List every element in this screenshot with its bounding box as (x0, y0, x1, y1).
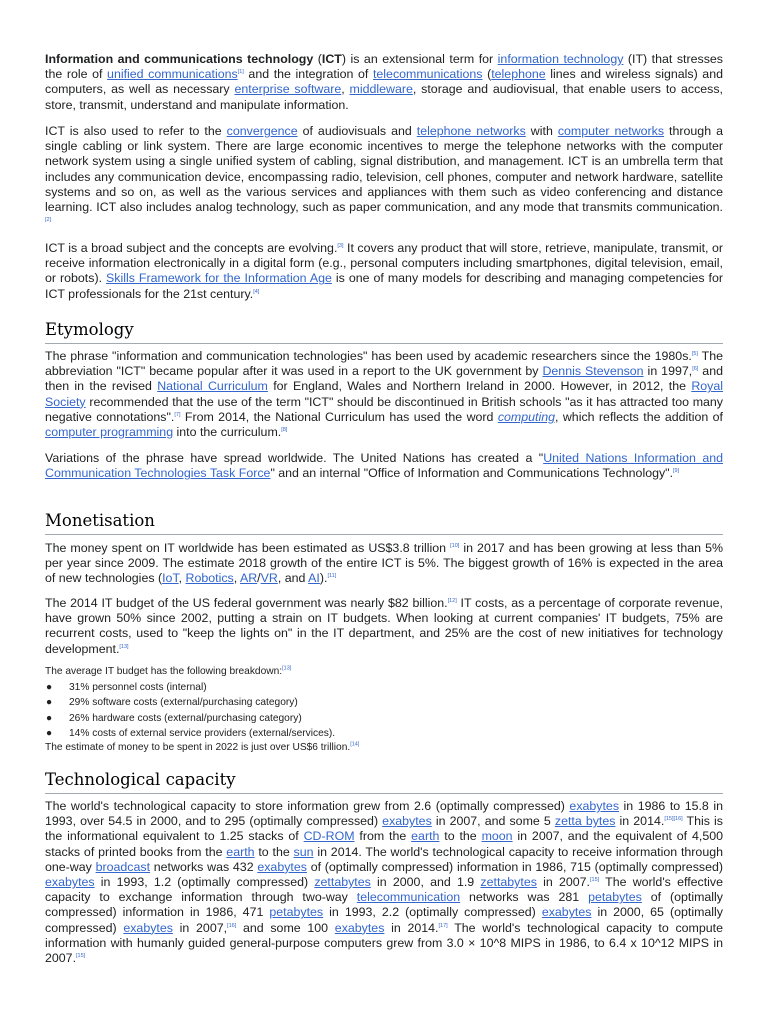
citation-ref[interactable]: [3] (337, 242, 344, 249)
text-run: in 1986 to 15.8 in 1993, over 54.5 in 2000, and to 295 (optimally compressed) (45, 799, 723, 829)
link-earth[interactable]: earth (226, 844, 255, 859)
text-run: , storage and audiovisual, that enable users to access, store, transmit, understand and manipulate information. (45, 82, 723, 112)
link-skills-framework-for-the-information-age[interactable]: Skills Framework for the Information Age (106, 271, 332, 286)
citation-ref[interactable]: [13] (119, 643, 129, 650)
list-item-text: 29% software costs (external/purchasing category) (69, 697, 298, 709)
text-run: and the integration of (243, 67, 373, 82)
section-heading-technological-capacity: Technological capacity (45, 769, 723, 794)
text-run: networks was 432 (150, 859, 258, 874)
bold-term: ICT (321, 52, 342, 66)
paragraph (45, 241, 723, 302)
citation-ref[interactable]: [17] (438, 922, 448, 929)
link-exabytes[interactable]: exabytes (45, 875, 95, 890)
text-run: in 2014. (384, 920, 439, 935)
text-run: , which reflects the addition of (555, 409, 723, 424)
link-iot[interactable]: IoT (162, 571, 179, 586)
link-computer-programming[interactable]: computer programming (45, 425, 174, 440)
text-run: , (178, 571, 186, 586)
link-dennis-stevenson[interactable]: Dennis Stevenson (542, 364, 644, 379)
paragraph (45, 541, 723, 587)
text-run: networks was 281 (460, 890, 589, 905)
text-run: The estimate of money to be spent in 2022 is just over US$6 trillion. (45, 742, 351, 753)
citation-ref[interactable]: [9] (673, 468, 680, 475)
text-run: The phrase "information and communication technologies" has been used by academic researchers since the 1980s. (45, 349, 692, 363)
text-run: The world's technological capacity to store information grew from 2.6 (optimally compressed) (45, 799, 570, 813)
text-run: in 2017 and has been growing at less than 5% per year since 2009. The estimate 2018 growth of the entire ICT is 5%. The biggest growth of 16% is expected in the area of new technologies ( (45, 541, 723, 586)
citation-ref[interactable]: [4] (253, 288, 260, 295)
text-run: The world's effective capacity to exchange information through two-way (45, 875, 724, 905)
citation-ref[interactable]: [6] (692, 366, 699, 373)
text-run: , (233, 571, 240, 586)
text-run: The world's technological capacity to compute information with humanly guided general-purpose computers grew from 3.0 × 10^8 MIPS in 1986, to 6.4 x 10^12 MIPS in 2007. (45, 920, 723, 966)
link-exabytes[interactable]: exabytes (569, 799, 620, 813)
section-heading-monetisation: Monetisation (45, 510, 723, 535)
text-run: From 2014, the National Curriculum has used the word (180, 409, 498, 424)
text-run: (IT) that stresses the role of (45, 52, 723, 82)
link-united-nations-information-and-communication-technologies-task-force[interactable]: United Nations Information and Communication Technologies Task Force (45, 451, 723, 481)
citation-ref[interactable]: [5] (691, 350, 698, 357)
link-middleware[interactable]: middleware (349, 82, 413, 97)
citation-ref[interactable]: [15] (589, 876, 600, 883)
link-computing[interactable]: computing (497, 409, 556, 424)
text-run: into the curriculum. (173, 425, 282, 440)
text-run: It covers any product that will store, retrieve, manipulate, transmit, or receive information electronically in a digital form (e.g., personal computers including smartphones, digital television, email, or robots). (45, 241, 724, 286)
text-run: ( (482, 67, 492, 82)
text-run: of (optimally compressed) information in 1986, 471 (45, 890, 723, 920)
bullet-icon: ● (46, 728, 53, 740)
citation-ref[interactable]: [13] (282, 665, 292, 672)
bullet-icon: ● (46, 682, 53, 693)
citation-ref[interactable]: [7] (174, 411, 181, 418)
text-run: The abbreviation "ICT" became popular after it was used in a report to the UK government by (45, 349, 723, 379)
text-run: The money spent on IT worldwide has been estimated as US$3.8 trillion (45, 541, 451, 555)
list-item (45, 680, 723, 695)
text-run: in 2007, and the equivalent of 4,500 stacks of printed books from the (45, 829, 723, 859)
list-item-text: 31% personnel costs (internal) (69, 682, 207, 693)
link-exabytes[interactable]: exabytes (382, 814, 432, 829)
link-petabytes[interactable]: petabytes (269, 905, 324, 920)
link-moon[interactable]: moon (481, 829, 513, 844)
text-run: " and an internal "Office of Information and Communications Technology". (270, 466, 674, 481)
text-run: and then in the revised (45, 364, 723, 394)
paragraph (45, 740, 723, 755)
text-run: The average IT budget has the following breakdown: (45, 666, 283, 677)
text-run: ). (319, 571, 328, 586)
text-run: in 2000, and 1.9 (370, 875, 481, 890)
text-run: , and (277, 571, 309, 586)
budget-breakdown-list (45, 680, 723, 742)
link-telephone-networks[interactable]: telephone networks (416, 124, 526, 138)
text-run: / (257, 571, 261, 586)
link-royal-society[interactable]: Royal Society (45, 379, 723, 409)
paragraph (45, 596, 723, 657)
text-run: of audiovisuals and (297, 124, 417, 138)
text-run: in 2000, 65 (optimally compressed) (45, 905, 723, 935)
link-zettabytes[interactable]: zettabytes (480, 875, 537, 890)
link-enterprise-software[interactable]: enterprise software (234, 82, 342, 97)
paragraph (45, 124, 723, 230)
link-ai[interactable]: AI (308, 571, 320, 586)
text-run: in 1993, 1.2 (optimally compressed) (94, 875, 315, 890)
list-item (45, 711, 723, 726)
link-zetta-bytes[interactable]: zetta bytes (554, 814, 616, 829)
link-vr[interactable]: VR (260, 571, 278, 586)
link-zettabytes[interactable]: zettabytes (314, 875, 371, 890)
citation-ref[interactable]: [11] (327, 573, 337, 580)
link-exabytes[interactable]: exabytes (334, 920, 385, 935)
citation-ref[interactable]: [15] (76, 952, 86, 959)
text-run: IT costs, as a percentage of corporate revenue, have grown 50% since 2002, putting a strain on IT budgets. When looking at current companies' IT budgets, 75% are recurrent costs, used to "keep the lights on" in the IT department, and 25% are the cost of new initiatives for technology development. (45, 596, 723, 656)
text-run: is one of many models for describing and managing competencies for ICT professionals for the 21st century. (45, 271, 723, 301)
text-run: in 2014. The world's technological capacity to receive information through one-way (45, 844, 723, 874)
list-item-text: 26% hardware costs (external/purchasing category) (69, 712, 302, 724)
link-robotics[interactable]: Robotics (185, 571, 234, 586)
text-run: The 2014 IT budget of the US federal government was nearly $82 billion. (45, 596, 448, 610)
text-run: recommended that the use of the term "ICT" should be discontinued in British schools "as it has attracted too many negative connotations". (45, 394, 723, 424)
bullet-icon: ● (46, 697, 53, 709)
text-run: in 1993, 2.2 (optimally compressed) (323, 905, 542, 920)
citation-ref[interactable]: [8] (281, 426, 288, 433)
link-computer-networks[interactable]: computer networks (557, 124, 665, 138)
text-run: , (341, 82, 350, 97)
list-item (45, 695, 723, 710)
link-cd-rom[interactable]: CD-ROM (303, 829, 355, 844)
link-national-curriculum[interactable]: National Curriculum (157, 379, 268, 394)
paragraph (45, 451, 723, 481)
section-heading-etymology: Etymology (45, 319, 723, 344)
list-item-text: 14% costs of external service providers (external/services). (69, 728, 336, 740)
paragraph (45, 799, 723, 966)
text-run: to the (439, 829, 482, 844)
text-run: in 2007. (536, 875, 590, 890)
link-exabytes[interactable]: exabytes (541, 905, 592, 920)
text-run: in 1997, (643, 364, 693, 379)
text-run: in 2007, and some 5 (431, 814, 555, 829)
text-run: to the (254, 844, 294, 859)
text-run: This is the informational equivalent to 1.25 stacks of (45, 814, 723, 844)
citation-ref[interactable]: [2] (45, 217, 52, 224)
text-run: with (525, 124, 558, 138)
link-exabytes[interactable]: exabytes (123, 920, 173, 935)
bold-term: Information and communications technology (45, 52, 314, 66)
text-run: ) is an extensional term for (341, 52, 498, 66)
text-run: ICT is also used to refer to the (45, 124, 227, 138)
citation-ref[interactable]: [10] (450, 542, 460, 549)
paragraph (45, 52, 723, 113)
paragraph (45, 664, 723, 679)
link-information-technology[interactable]: information technology (497, 52, 624, 66)
text-run: from the (354, 829, 412, 844)
text-run: in 2007, (172, 920, 228, 935)
paragraph (45, 349, 723, 440)
citation-ref[interactable]: [12] (447, 597, 457, 604)
link-exabytes[interactable]: exabytes (257, 859, 307, 874)
link-convergence[interactable]: convergence (226, 124, 298, 138)
link-petabytes[interactable]: petabytes (588, 890, 642, 905)
bullet-icon: ● (46, 712, 53, 724)
text-run: in 2014. (615, 814, 665, 829)
text-run: Variations of the phrase have spread worldwide. The United Nations has created a " (45, 451, 544, 465)
text-run: lines and wireless signals) and computers, as well as necessary (45, 67, 723, 97)
link-unified-communications[interactable]: unified communications (107, 67, 238, 82)
text-run: and some 100 (236, 920, 335, 935)
citation-ref[interactable]: [1] (237, 69, 244, 76)
text-run: through a single cabling or link system. There are large economic incentives to merge the telephone networks with the computer network system using a single unified system of cabling, signal distribution, and management. ICT is an umbrella term that includes any communication device, encompassing radio, television, cell phones, computer and network hardware, satellite systems and so on, as well as the various services and appliances with them such as video conferencing and distance learning. ICT also includes analog technology, such as paper communication, and any mode that transmits communication. (45, 124, 723, 215)
citation-ref[interactable]: [14] (350, 741, 360, 748)
citation-ref[interactable]: [15][16] (664, 816, 683, 823)
link-ar[interactable]: AR (239, 571, 258, 586)
link-telephone[interactable]: telephone (491, 67, 546, 82)
citation-ref[interactable]: [16] (227, 922, 237, 929)
link-sun[interactable]: sun (293, 844, 314, 859)
link-broadcast[interactable]: broadcast (95, 859, 151, 874)
text-run: ICT is a broad subject and the concepts are evolving. (45, 241, 338, 255)
text-run: ( (313, 52, 322, 66)
text-run: of (optimally compressed) information in 1986, 715 (optimally compressed) (306, 859, 723, 874)
link-earth[interactable]: earth (411, 829, 440, 844)
link-telecommunication[interactable]: telecommunication (356, 890, 461, 905)
link-telecommunications[interactable]: telecommunications (372, 67, 483, 82)
text-run: for England, Wales and Northern Ireland in 2000. However, in 2012, the (267, 379, 692, 394)
